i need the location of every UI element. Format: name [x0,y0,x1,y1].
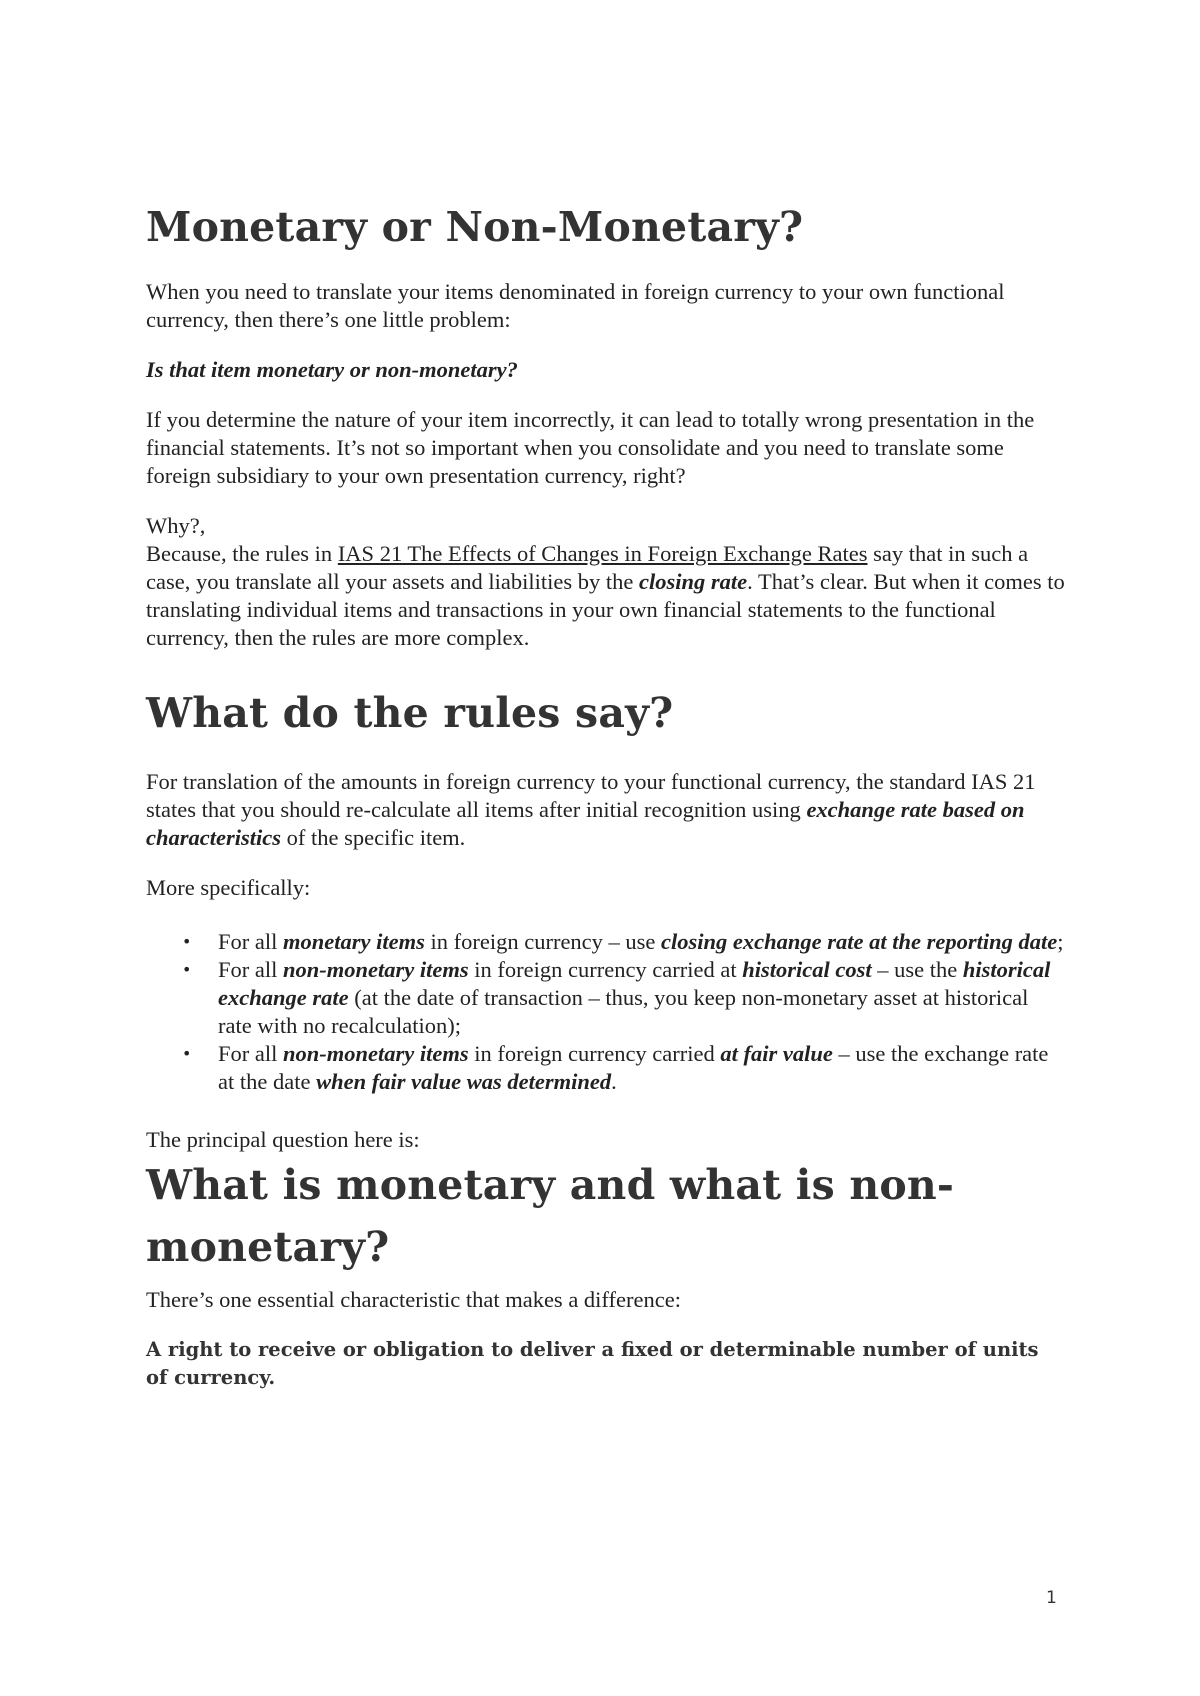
intro-question: Is that item monetary or non-monetary? [146,357,518,382]
bullet-text: For all [218,929,283,954]
bullet-icon: • [182,932,192,951]
bullet-text: in foreign currency carried [468,1041,721,1066]
closing-rate-emphasis: closing rate [639,569,748,594]
exchange-rate-emphasis: exchange rate based on characteristics [146,797,1025,850]
rules-text-b: of the specific item. [281,825,466,850]
bullet-text: – use the exchange rate at the date [218,1041,1049,1094]
page-content [146,196,1066,1392]
rules-paragraph [146,768,1066,852]
bullet-icon: • [182,1044,192,1063]
bullet-emphasis: monetary items [283,929,425,954]
because-text-c: . That’s clear. But when it comes to translating individual items and transactions in your own financial statements to the functional currency, then the rules are more complex. [146,569,1065,650]
bullet-text: – use the [871,957,963,982]
list-item [182,928,1066,956]
bullet-emphasis: when fair value was determined [316,1069,612,1094]
page-number: 1 [1046,1588,1057,1608]
definition-statement: A right to receive or obligation to deliver a fixed or determinable number of units of currency. [146,1338,1039,1389]
bullet-text: For all [218,957,283,982]
principal-question: The principal question here is: [146,1127,420,1152]
rules-heading: What do the rules say? [146,689,674,737]
nature-paragraph: If you determine the nature of your item incorrectly, it can lead to totally wrong presentation in the financial statements. It’s not so important when you consolidate and you need to translate some foreign subsidiary to your own presentation currency, right? [146,407,1035,488]
why-paragraph [146,512,1066,540]
because-text-a: Because, the rules in [146,541,338,566]
bullet-emphasis: non-monetary items [283,1041,469,1066]
page-title: Monetary or Non-Monetary? [146,203,804,251]
why-text: Why?, [146,513,206,538]
definition-paragraph: There’s one essential characteristic that makes a difference: [146,1287,681,1312]
bullet-emphasis: historical cost [742,957,872,982]
intro-paragraph: When you need to translate your items denominated in foreign currency to your own functional currency, then there’s one little problem: [146,279,1005,332]
bullet-text: For all [218,1041,283,1066]
list-item [182,1040,1066,1096]
bullet-emphasis: historical exchange rate [218,957,1051,1010]
bullet-emphasis: closing exchange rate at the reporting date [661,929,1058,954]
definition-heading: What is monetary and what is non-monetary? [146,1161,955,1271]
because-text-b: say that in such a case, you translate all your assets and liabilities by the [146,541,1029,594]
bullet-text: . [611,1069,617,1094]
bullet-text: in foreign currency – use [424,929,662,954]
rules-list [146,928,1066,1096]
bullet-icon: • [182,960,192,979]
bullet-text: (at the date of transaction – thus, you keep non-monetary asset at historical rate with no recalculation); [218,985,1029,1038]
bullet-emphasis: non-monetary items [283,957,469,982]
bullet-text: in foreign currency carried at [468,957,743,982]
because-paragraph [146,540,1066,652]
rules-text-a: For translation of the amounts in foreign currency to your functional currency, the standard IAS 21 states that you should re-calculate all items after initial recognition using [146,769,1036,822]
ias21-link[interactable]: IAS 21 The Effects of Changes in Foreign Exchange Rates [337,541,868,566]
bullet-text: ; [1057,929,1064,954]
bullet-emphasis: at fair value [720,1041,833,1066]
list-item [182,956,1066,1040]
more-specifically: More specifically: [146,875,311,900]
